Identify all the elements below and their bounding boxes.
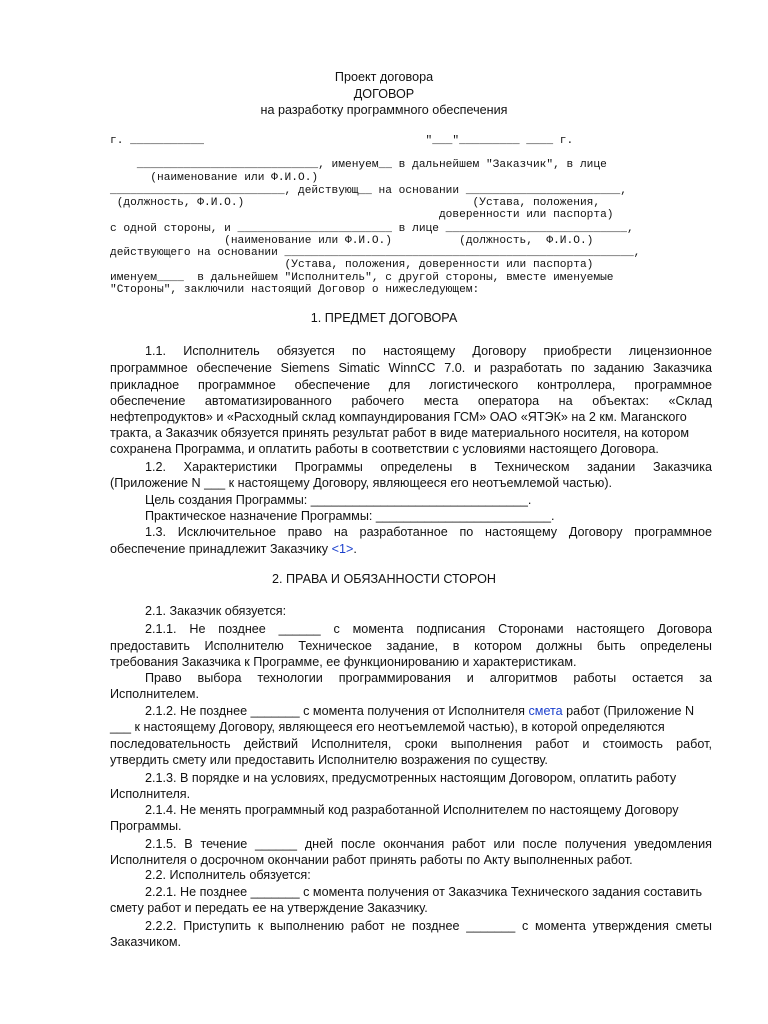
section-heading: 1. ПРЕДМЕТ ДОГОВОРА <box>310 311 458 325</box>
preamble-line: действующего на основании ____________________________________________________, <box>110 247 641 259</box>
doc-draft-label: Проект договора <box>334 70 434 84</box>
clause-text-part: . <box>353 542 357 556</box>
clause-text: Исполнителем. <box>110 687 199 701</box>
clause-text-part: обеспечение принадлежит Заказчику <box>110 542 332 556</box>
clause-text: обеспечение автоматизированного рабочего места оператора на объектах: «Склад <box>110 394 712 408</box>
clause-text: 1.1. Исполнитель обязуется по настоящему Договору приобрести лицензионное <box>145 344 712 358</box>
preamble-line: "Стороны", заключили настоящий Договор о нижеследующем: <box>110 284 480 296</box>
clause-text: Право выбора технологии программирования и алгоритмов работы остается за <box>145 671 712 685</box>
clause-text: программное обеспечение Siemens Simatic WinnCC 7.0. и разработать по заданию Заказчика <box>110 361 712 375</box>
clause-text <box>110 703 712 719</box>
clause-text: ___ к настоящему Договору, являющееся его неотъемлемой частью), в которой определяются <box>110 720 665 734</box>
clause-text: 1.3. Исключительное право на разработанное по настоящему Договору программное <box>145 525 712 539</box>
clause-text: 2.1.1. Не позднее ______ с момента подписания Сторонами настоящего Договора <box>145 622 712 636</box>
clause-text: прикладное программное обеспечение для логистического контроллера, программное <box>110 378 712 392</box>
preamble-line: доверенности или паспорта) <box>110 209 614 221</box>
preamble-line: г. ___________ "___"_________ ____ г. <box>110 135 574 147</box>
preamble-line: __________________________, действующ__ на основании _______________________, <box>110 185 627 197</box>
clause-text: нефтепродуктов» и «Расходный склад компаундирования ГСМ» ОАО «ЯТЭК» на 2 км. Маганского <box>110 410 687 424</box>
clause-text: 2.1.4. Не менять программный код разработанной Исполнителем по настоящему Договору <box>145 803 679 817</box>
clause-text: предоставить Исполнителю Техническое задание, в котором должны быть определены <box>110 639 712 653</box>
footnote-link[interactable]: <1> <box>331 542 354 556</box>
clause-text-part: работ (Приложение N <box>562 704 695 718</box>
clause-text: Исполнителя о досрочном окончании работ принять работы по Акту выполненных работ. <box>110 853 633 867</box>
preamble-line: (наименование или Ф.И.О.) <box>110 172 319 184</box>
section-heading: 2. ПРАВА И ОБЯЗАННОСТИ СТОРОН <box>272 572 496 586</box>
estimate-link[interactable]: смета <box>528 704 563 718</box>
preamble-line: с одной стороны, и _______________________ в лице ___________________________, <box>110 223 634 235</box>
clause-text: Исполнителя. <box>110 787 191 801</box>
clause-text: Практическое назначение Программы: _________________________. <box>145 509 555 523</box>
clause-text: Программы. <box>110 819 182 833</box>
clause-text: 2.2.2. Приступить к выполнению работ не позднее _______ с момента утверждения сметы <box>145 919 712 933</box>
clause-text: тракта, а Заказчик обязуется принять результат работ в виде материального носителя, на котором <box>110 426 690 440</box>
preamble-line: (Устава, положения, доверенности или паспорта) <box>110 259 594 271</box>
clause-text: смету работ и передать ее на утверждение Заказчику. <box>110 901 428 915</box>
clause-text-part: 2.1.2. Не позднее _______ с момента получения от Исполнителя <box>145 704 529 718</box>
clause-text: 2.2.1. Не позднее _______ с момента получения от Заказчика Технического задания составить <box>145 885 703 899</box>
doc-subtitle: на разработку программного обеспечения <box>260 103 508 117</box>
clause-text: сохранена Программа, и оплатить работы в соответствии с условиями настоящего Договора. <box>110 442 659 456</box>
clause-text: 1.2. Характеристики Программы определены в Техническом задании Заказчика <box>145 460 712 474</box>
clause-text: требования Заказчика к Программе, ее функционированию и характеристикам. <box>110 655 577 669</box>
clause-text: последовательность действий Исполнителя, сроки выполнения работ и стоимость работ, <box>110 737 712 751</box>
clause-text: Заказчиком. <box>110 935 182 949</box>
clause-text: (Приложение N ___ к настоящему Договору, являющееся его неотъемлемой частью). <box>110 476 613 490</box>
clause-text: 2.1. Заказчик обязуется: <box>145 604 287 618</box>
clause-text: 2.1.5. В течение ______ дней после окончания работ или после получения уведомления <box>145 837 712 851</box>
clause-text <box>110 541 712 557</box>
clause-text: Цель создания Программы: _______________________________. <box>145 493 532 507</box>
preamble-line: (наименование или Ф.И.О.) (должность, Ф.И.О.) <box>110 235 594 247</box>
preamble-line: ___________________________, именуем__ в дальнейшем "Заказчик", в лице <box>110 159 607 171</box>
preamble-line: (должность, Ф.И.О.) (Устава, положения, <box>110 197 601 209</box>
clause-text: утвердить смету или предоставить Исполнителю возражения по существу. <box>110 753 548 767</box>
clause-text: 2.2. Исполнитель обязуется: <box>145 868 311 882</box>
clause-text: 2.1.3. В порядке и на условиях, предусмотренных настоящим Договором, оплатить работу <box>145 771 677 785</box>
preamble-line: именуем____ в дальнейшем "Исполнитель", с другой стороны, вместе именуемые <box>110 272 614 284</box>
doc-title: ДОГОВОР <box>353 87 415 101</box>
